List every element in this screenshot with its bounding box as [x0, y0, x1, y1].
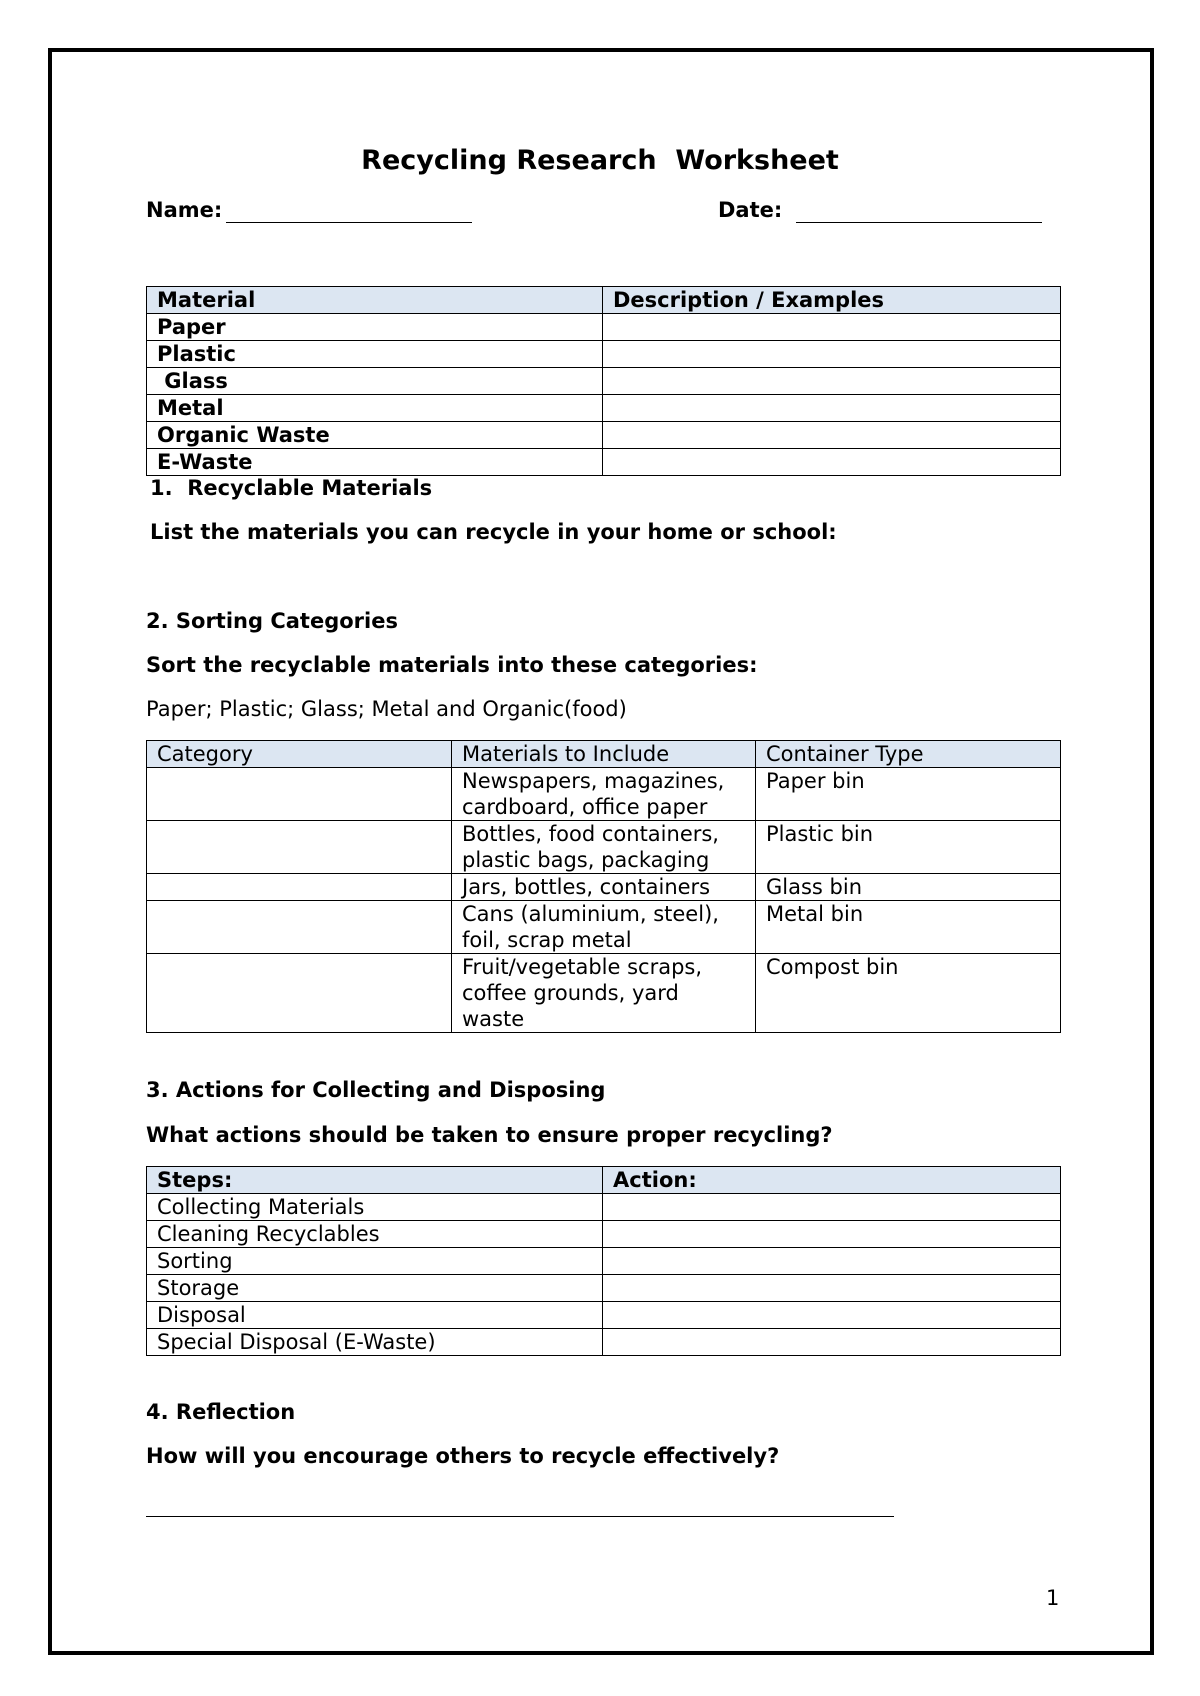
- header-materials: Materials to Include: [452, 741, 756, 768]
- category-cell[interactable]: [147, 901, 452, 954]
- section2-prompt: Sort the recyclable materials into these categories:: [146, 653, 758, 677]
- header-container: Container Type: [756, 741, 1061, 768]
- step-name: Disposal: [147, 1302, 603, 1329]
- table-row: [147, 1194, 1061, 1221]
- category-cell[interactable]: [147, 954, 452, 1033]
- section4-heading: 4. Reflection: [146, 1400, 296, 1424]
- sorting-table: [146, 740, 1061, 1033]
- table-row: [147, 449, 1061, 476]
- section3-prompt: What actions should be taken to ensure proper recycling?: [146, 1123, 833, 1147]
- materials-cell: Jars, bottles, containers: [452, 874, 756, 901]
- table-header-row: [147, 287, 1061, 314]
- category-cell[interactable]: [147, 821, 452, 874]
- header-category: Category: [147, 741, 452, 768]
- materials-cell: Newspapers, magazines, cardboard, office paper: [452, 768, 756, 821]
- table-row: [147, 1275, 1061, 1302]
- name-label: Name:: [146, 198, 223, 222]
- header-steps: Steps:: [147, 1167, 603, 1194]
- step-name: Collecting Materials: [147, 1194, 603, 1221]
- table-header-row: [147, 741, 1061, 768]
- table-row: [147, 1221, 1061, 1248]
- section4-prompt: How will you encourage others to recycle effectively?: [146, 1444, 780, 1468]
- material-name: Plastic: [147, 341, 603, 368]
- page-number: 1: [1046, 1586, 1060, 1610]
- action-cell[interactable]: [603, 1248, 1061, 1275]
- step-name: Storage: [147, 1275, 603, 1302]
- category-cell[interactable]: [147, 768, 452, 821]
- table-row: [147, 768, 1061, 821]
- table-row: [147, 874, 1061, 901]
- container-cell: Metal bin: [756, 901, 1061, 954]
- material-name: Paper: [147, 314, 603, 341]
- action-cell[interactable]: [603, 1221, 1061, 1248]
- container-cell: Compost bin: [756, 954, 1061, 1033]
- action-cell[interactable]: [603, 1302, 1061, 1329]
- table-row: [147, 1248, 1061, 1275]
- section1-prompt: List the materials you can recycle in your home or school:: [150, 520, 837, 544]
- material-name: Glass: [147, 368, 603, 395]
- material-name: Metal: [147, 395, 603, 422]
- actions-table: [146, 1166, 1061, 1356]
- action-cell[interactable]: [603, 1194, 1061, 1221]
- materials-cell: Cans (aluminium, steel), foil, scrap metal: [452, 901, 756, 954]
- description-cell[interactable]: [603, 314, 1061, 341]
- description-cell[interactable]: [603, 368, 1061, 395]
- description-cell[interactable]: [603, 422, 1061, 449]
- date-field[interactable]: [796, 222, 1042, 223]
- materials-cell: Bottles, food containers, plastic bags, packaging: [452, 821, 756, 874]
- table-row: [147, 422, 1061, 449]
- table-row: [147, 954, 1061, 1033]
- action-cell[interactable]: [603, 1275, 1061, 1302]
- step-name: Special Disposal (E-Waste): [147, 1329, 603, 1356]
- table-row: [147, 821, 1061, 874]
- worksheet-title: Recycling Research Worksheet: [361, 145, 839, 176]
- section3-heading: 3. Actions for Collecting and Disposing: [146, 1078, 606, 1102]
- container-cell: Paper bin: [756, 768, 1061, 821]
- section2-note: Paper; Plastic; Glass; Metal and Organic(food): [146, 697, 627, 721]
- description-cell[interactable]: [603, 341, 1061, 368]
- table-row: [147, 1302, 1061, 1329]
- material-name: Organic Waste: [147, 422, 603, 449]
- materials-cell: Fruit/vegetable scraps, coffee grounds, yard waste: [452, 954, 756, 1033]
- description-cell[interactable]: [603, 395, 1061, 422]
- step-name: Sorting: [147, 1248, 603, 1275]
- header-material: Material: [147, 287, 603, 314]
- section2-heading: 2. Sorting Categories: [146, 609, 398, 633]
- action-cell[interactable]: [603, 1329, 1061, 1356]
- table-row: [147, 314, 1061, 341]
- table-row: [147, 368, 1061, 395]
- container-cell: Glass bin: [756, 874, 1061, 901]
- table-row: [147, 1329, 1061, 1356]
- table-row: [147, 901, 1061, 954]
- materials-table: [146, 286, 1061, 476]
- date-label: Date:: [718, 198, 783, 222]
- description-cell[interactable]: [603, 449, 1061, 476]
- header-description: Description / Examples: [603, 287, 1061, 314]
- table-row: [147, 341, 1061, 368]
- reflection-answer-line[interactable]: [146, 1516, 894, 1517]
- step-name: Cleaning Recyclables: [147, 1221, 603, 1248]
- table-header-row: [147, 1167, 1061, 1194]
- table-row: [147, 395, 1061, 422]
- section1-heading: 1. Recyclable Materials: [150, 476, 433, 500]
- container-cell: Plastic bin: [756, 821, 1061, 874]
- name-field[interactable]: [226, 222, 472, 223]
- header-action: Action:: [603, 1167, 1061, 1194]
- material-name: E-Waste: [147, 449, 603, 476]
- category-cell[interactable]: [147, 874, 452, 901]
